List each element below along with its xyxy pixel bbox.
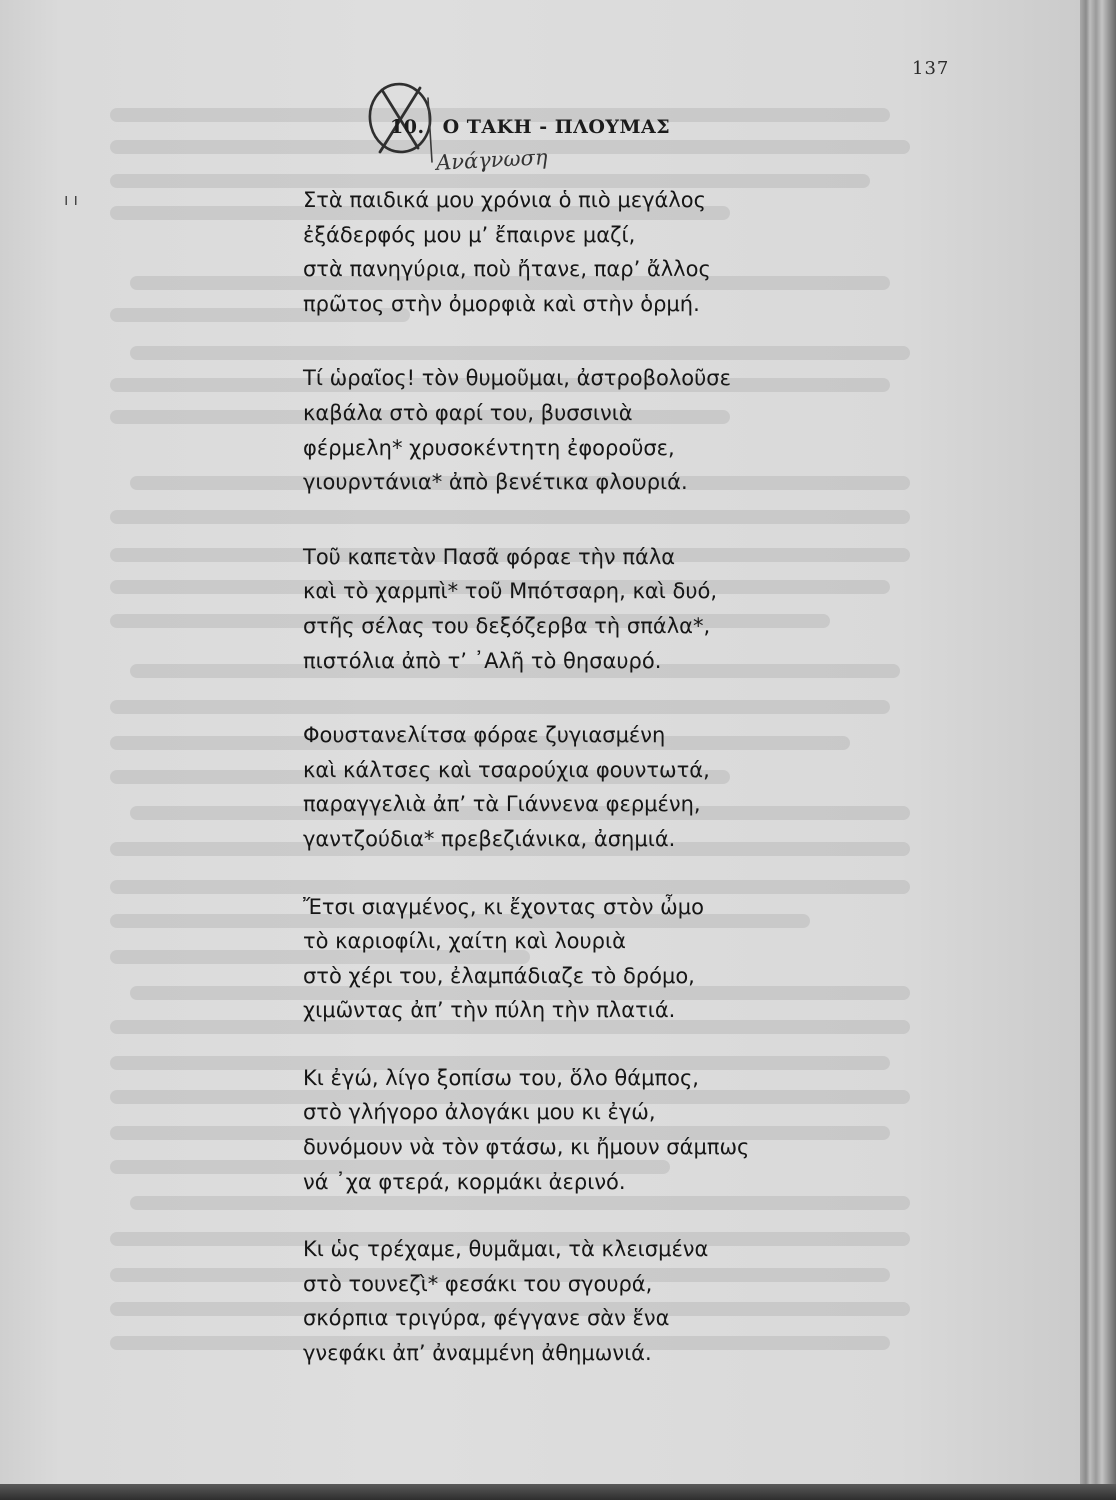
verse-line: σκόρπια τριγύρα, φέγγανε σὰν ἕνα xyxy=(303,1306,670,1331)
book-bottom-edge xyxy=(0,1484,1116,1500)
verse-line: καὶ κάλτσες καὶ τσαρούχια φουντωτά, xyxy=(303,757,710,782)
verse-line: πρῶτος στὴν ὀμορφιὰ καὶ στὴν ὁρμή. xyxy=(303,291,700,316)
poem-title xyxy=(390,116,670,138)
verse-line: τὸ καριοφίλι, χαίτη καὶ λουριὰ xyxy=(303,929,626,954)
stanza xyxy=(303,361,863,499)
verse-line: φέρμελη* χρυσοκέντητη ἐφοροῦσε, xyxy=(303,435,675,460)
verse-line: Στὰ παιδικά μου χρόνια ὁ πιὸ μεγάλος xyxy=(303,188,706,212)
verse-line: Τοῦ καπετὰν Πασᾶ φόραε τὴν πάλα xyxy=(303,544,676,569)
margin-pencil-mark: ı ı xyxy=(64,190,78,209)
verse-line: καὶ τὸ χαρμπὶ* τοῦ Μπότσαρη, καὶ δυό, xyxy=(303,579,717,604)
verse-line: Κι ὡς τρέχαμε, θυμᾶμαι, τὰ κλεισμένα xyxy=(303,1237,709,1262)
verse-line: ἐξάδερφός μου μ’ ἔπαιρνε μαζί, xyxy=(303,222,636,247)
verse-line: Ἔτσι σιαγμένος, κι ἔχοντας στὸν ὦμο xyxy=(303,894,704,919)
verse-line: γνεφάκι ἀπ’ ἀναμμένη ἀθημωνιά. xyxy=(303,1341,652,1366)
book-page-edge xyxy=(1080,0,1116,1500)
verse-line: Φουστανελίτσα φόραε ζυγιασμένη xyxy=(303,723,666,748)
poem-number: 10. xyxy=(390,116,425,138)
verse-line: στῆς σέλας του δεξόζερβα τὴ σπάλα*, xyxy=(303,613,711,638)
verse-line: νά ᾽χα φτερά, κορμάκι ἀερινό. xyxy=(303,1169,626,1194)
stanza xyxy=(303,1061,863,1199)
verse-line: στὸ τουνεζὶ* φεσάκι του σγουρά, xyxy=(303,1271,653,1296)
verse-line: καβάλα στὸ φαρί του, βυσσινιὰ xyxy=(303,400,633,425)
verse-line: δυνόμουν νὰ τὸν φτάσω, κι ἤμουν σάμπως xyxy=(303,1135,750,1160)
verse-line: γιουρντάνια* ἀπὸ βενέτικα φλουριά. xyxy=(303,470,688,495)
verse-line: χιμῶντας ἀπ’ τὴν πύλη τὴν πλατιά. xyxy=(303,998,676,1023)
verse-line: στὰ πανηγύρια, ποὺ ἤτανε, παρ’ ἄλλος xyxy=(303,257,711,282)
verse-line: στὸ χέρι του, ἐλαμπάδιαζε τὸ δρόμο, xyxy=(303,963,695,988)
verse-line: πιστόλια ἀπὸ τ’ ᾽Αλῆ τὸ θησαυρό. xyxy=(303,648,662,673)
verse-line: παραγγελιὰ ἀπ’ τὰ Γιάννενα φερμένη, xyxy=(303,792,701,817)
handwritten-note: Ανάγνωση xyxy=(435,145,549,175)
verse-line: Τί ὡραῖος! τὸν θυμοῦμαι, ἀστροβολοῦσε xyxy=(303,366,731,391)
stanza xyxy=(303,718,863,856)
page-number: 137 xyxy=(912,58,950,79)
stanza xyxy=(303,890,863,1028)
verse-line: στὸ γλήγορο ἀλογάκι μου κι ἐγώ, xyxy=(303,1100,656,1125)
stanza xyxy=(303,540,863,678)
verse-line: γαντζούδια* πρεβεζιάνικα, ἀσημιά. xyxy=(303,826,676,851)
stanza xyxy=(303,183,863,321)
verse-line: Κι ἐγώ, λίγο ξοπίσω του, ὅλο θάμπος, xyxy=(303,1065,699,1090)
stanza xyxy=(303,1232,863,1370)
poem-body xyxy=(303,183,863,1404)
poem-title-text: Ο ΤΑΚΗ - ΠΛΟΥΜΑΣ xyxy=(442,116,671,138)
